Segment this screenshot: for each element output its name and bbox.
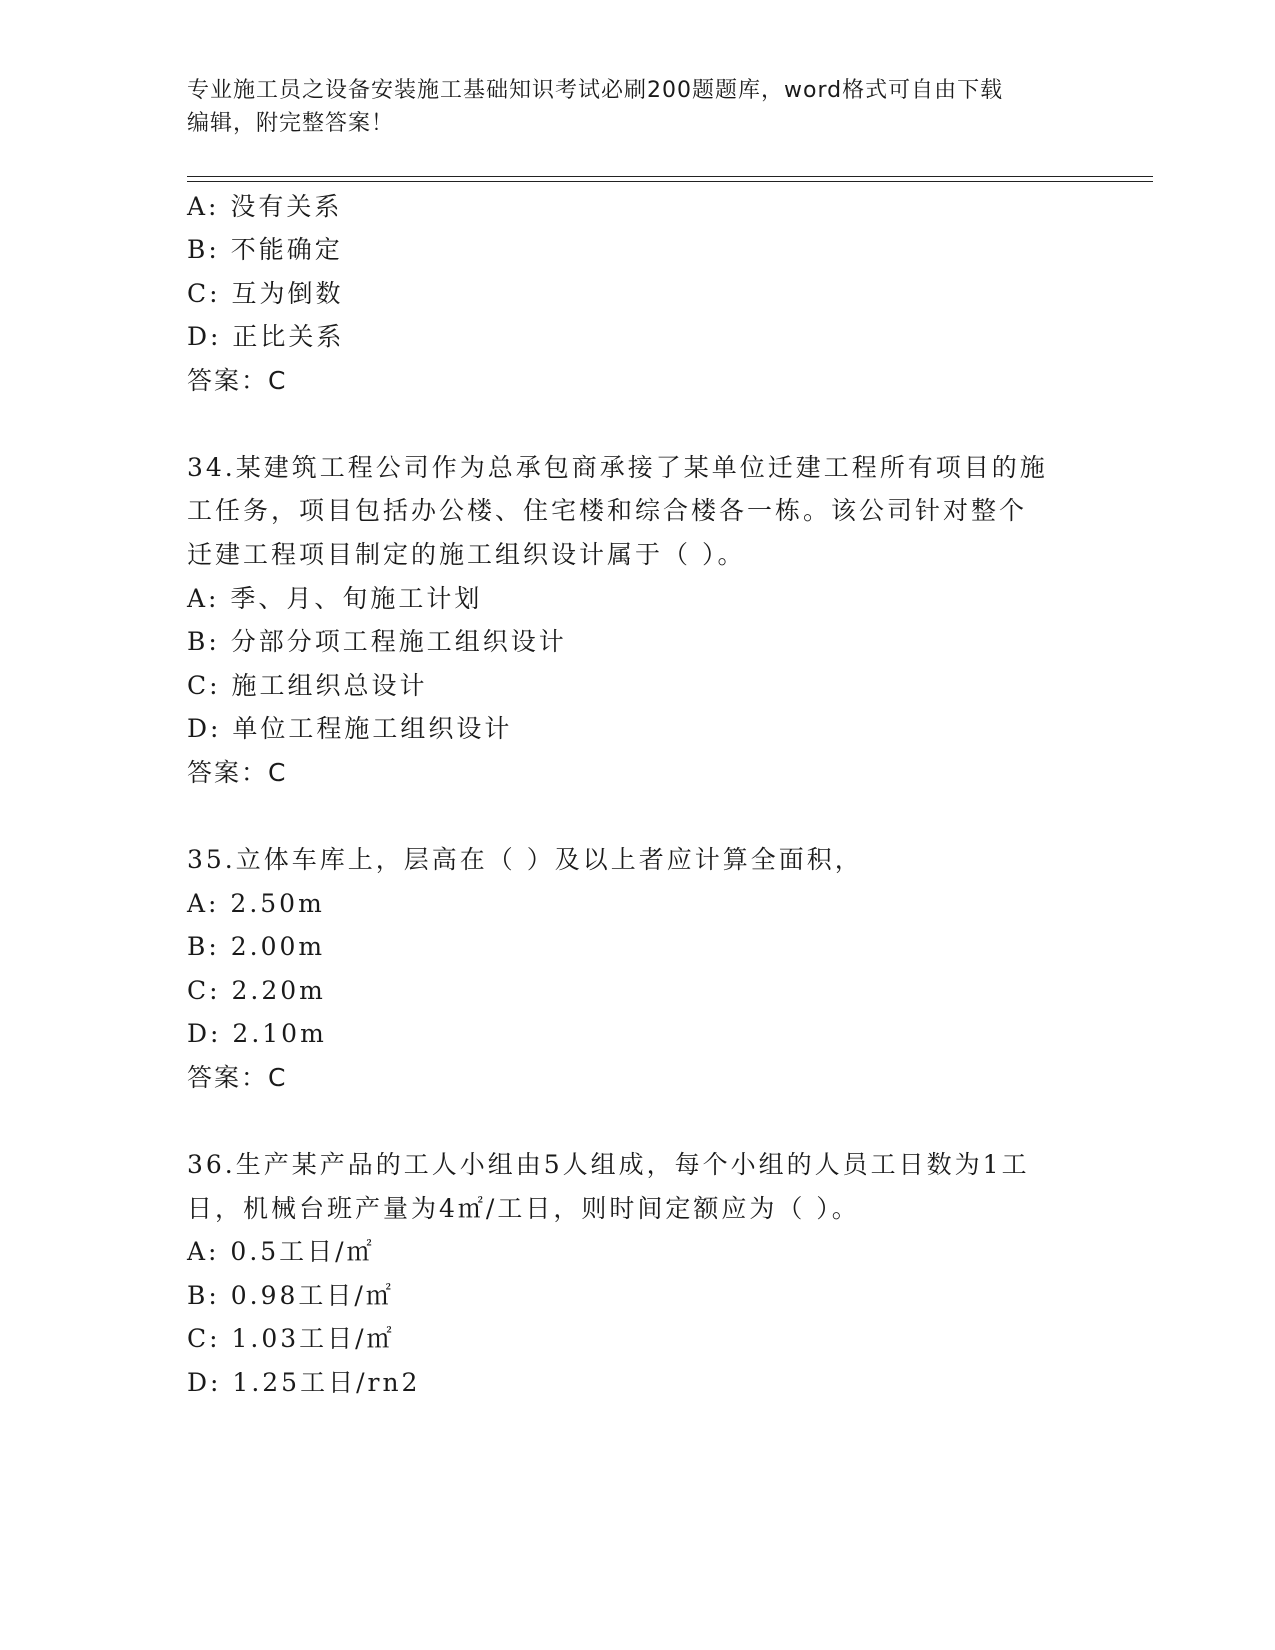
document-header (187, 74, 1067, 140)
header-divider-bottom (187, 181, 1153, 182)
q33-option-c: C: 互为倒数 (187, 279, 344, 308)
q35-option-b: B: 2.00m (187, 932, 326, 961)
q33-option-b: B: 不能确定 (187, 235, 343, 264)
q36-stem-line-2: 日，机械台班产量为4㎡/工日，则时间定额应为（ ）。 (187, 1194, 860, 1223)
q36-option-d: D: 1.25工日/rn2 (187, 1368, 421, 1397)
q35-option-d: D: 2.10m (187, 1019, 327, 1048)
q33-answer: 答案：C (187, 366, 288, 395)
q34-option-b: B: 分部分项工程施工组织设计 (187, 627, 567, 656)
q36-option-a: A: 0.5工日/㎡ (187, 1237, 375, 1266)
header-title-line-2: 编辑，附完整答案！ (187, 111, 395, 136)
q36-option-c: C: 1.03工日/㎡ (187, 1324, 395, 1353)
q35-option-a: A: 2.50m (187, 889, 325, 918)
header-title-line-1: 专业施工员之设备安装施工基础知识考试必刷200题题库，word格式可自由下载 (187, 78, 1004, 103)
q34-stem-line-2: 工任务，项目包括办公楼、住宅楼和综合楼各一栋。该公司针对整个 (187, 496, 1028, 525)
q35-option-c: C: 2.20m (187, 976, 326, 1005)
q35-answer: 答案：C (187, 1063, 288, 1092)
q33-option-a: A: 没有关系 (187, 192, 343, 221)
q34-answer: 答案：C (187, 758, 288, 787)
q34-stem-line-3: 迁建工程项目制定的施工组织设计属于（ ）。 (187, 540, 746, 569)
q34-stem-line-1: 34.某建筑工程公司作为总承包商承接了某单位迁建工程所有项目的施 (187, 453, 1048, 482)
q34-option-c: C: 施工组织总设计 (187, 671, 428, 700)
header-divider-top (187, 176, 1153, 177)
q36-option-b: B: 0.98工日/㎡ (187, 1281, 394, 1310)
q36-stem-line-1: 36.生产某产品的工人小组由5人组成，每个小组的人员工日数为1工 (187, 1150, 1030, 1179)
q33-option-d: D: 正比关系 (187, 322, 345, 351)
q34-option-a: A: 季、月、旬施工计划 (187, 584, 483, 613)
q34-option-d: D: 单位工程施工组织设计 (187, 714, 513, 743)
q35-stem-line-1: 35.立体车库上，层高在（ ）及以上者应计算全面积， (187, 845, 863, 874)
